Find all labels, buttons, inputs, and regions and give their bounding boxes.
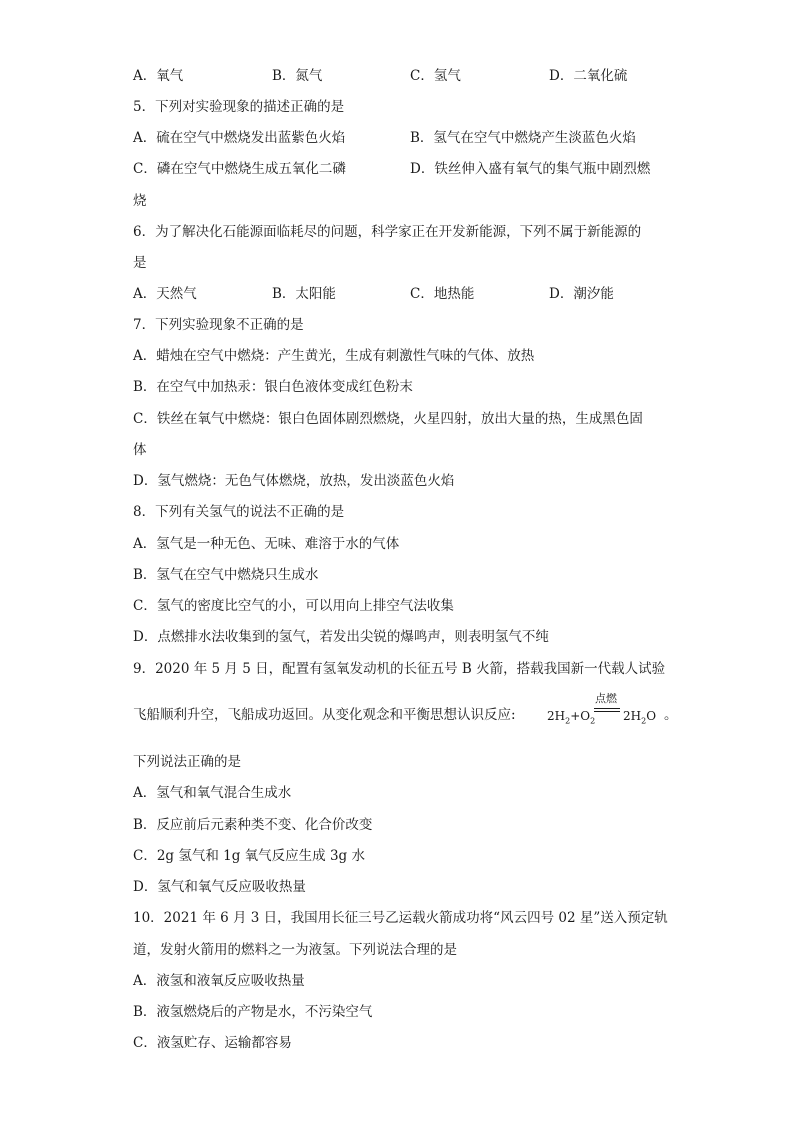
q10-option-c: C．液氢贮存、运输都容易 [133,1035,292,1051]
q7-option-d: D．氢气燃烧：无色气体燃烧，放热，发出淡蓝色火焰 [133,473,455,489]
q5-option-c: C．磷在空气中燃烧生成五氧化二磷 [133,161,346,177]
q8-option-c: C．氢气的密度比空气的小，可以用向上排空气法收集 [133,598,454,614]
q9-stem-line1: 9．2020 年 5 月 5 日，配置有氢氧发动机的长征五号 B 火箭，搭载我国新一代载人试验 [133,661,666,677]
q9-option-a: A．氢气和氧气混合生成水 [133,785,292,801]
q9-stem-line3: 下列说法正确的是 [133,754,241,770]
q7-option-b: B．在空气中加热汞：银白色液体变成红色粉末 [133,379,413,395]
q5-option-d: D．铁丝伸入盛有氧气的集气瓶中剧烈燃 [410,161,651,177]
q9-stem-line2: 飞船顺利升空，飞船成功返回。从变化观念和平衡思想认识反应: [133,707,516,723]
reaction-condition: 点燃 [595,692,617,705]
q7-option-c-line2: 体 [133,442,147,458]
q5-option-d-continued: 烧 [133,193,147,209]
q4-option-c: C．氢气 [410,68,461,84]
q8-option-d: D．点燃排水法收集到的氢气，若发出尖锐的爆鸣声，则表明氢气不纯 [133,629,549,645]
reaction-arrow-line-top [594,708,620,709]
q6-option-b: B．太阳能 [272,286,336,302]
q9-option-c: C．2g 氢气和 1g 氧气反应生成 3g 水 [133,848,365,864]
equation-lhs: $2H_2+O_2$ [547,709,596,726]
q5-option-b: B．氢气在空气中燃烧产生淡蓝色火焰 [410,130,636,146]
q10-stem-line2: 道，发射火箭用的燃料之一为液氢。下列说法合理的是 [133,942,457,958]
q8-option-a: A．氢气是一种无色、无味、难溶于水的气体 [133,536,400,552]
q5-options-row2 [133,159,693,179]
q9-option-d: D．氢气和氧气反应吸收热量 [133,879,306,895]
reaction-arrow-line-bottom [594,711,620,712]
q5-stem: 5．下列对实验现象的描述正确的是 [133,99,345,115]
q6-options [133,284,693,304]
q6-option-c: C．地热能 [410,286,475,302]
equation-end-mark: 。 [664,707,678,723]
q7-stem: 7．下列实验现象不正确的是 [133,317,304,333]
q10-stem-line1: 10．2021 年 6 月 3 日，我国用长征三号乙运载火箭成功将“风云四号 02 星”送入预定轨 [133,910,668,926]
q5-option-a: A．硫在空气中燃烧发出蓝紫色火焰 [133,130,346,146]
q10-option-a: A．液氢和液氧反应吸收热量 [133,973,305,989]
q6-stem-line1: 6．为了解决化石能源面临耗尽的问题，科学家正在开发新能源，下列不属于新能源的 [133,224,642,240]
q6-option-a: A．天然气 [133,286,197,302]
q6-option-d: D．潮汐能 [549,286,614,302]
q4-option-a: A．氧气 [133,68,184,84]
q7-option-a: A．蜡烛在空气中燃烧：产生黄光，生成有刺激性气味的气体、放热 [133,348,535,364]
q8-option-b: B．氢气在空气中燃烧只生成水 [133,567,319,583]
q8-stem: 8．下列有关氢气的说法不正确的是 [133,504,345,520]
q4-options [133,66,693,86]
q5-options-row1 [133,128,693,148]
q10-option-b: B．液氢燃烧后的产物是水，不污染空气 [133,1004,373,1020]
equation-rhs: $2H_2O$ [623,709,657,726]
q9-option-b: B．反应前后元素种类不变、化合价改变 [133,817,373,833]
q4-option-d: D．二氧化硫 [549,68,628,84]
q6-stem-line2: 是 [133,255,147,271]
q4-option-b: B．氮气 [272,68,323,84]
q7-option-c-line1: C．铁丝在氧气中燃烧：银白色固体剧烈燃烧，火星四射，放出大量的热，生成黑色固 [133,411,643,427]
